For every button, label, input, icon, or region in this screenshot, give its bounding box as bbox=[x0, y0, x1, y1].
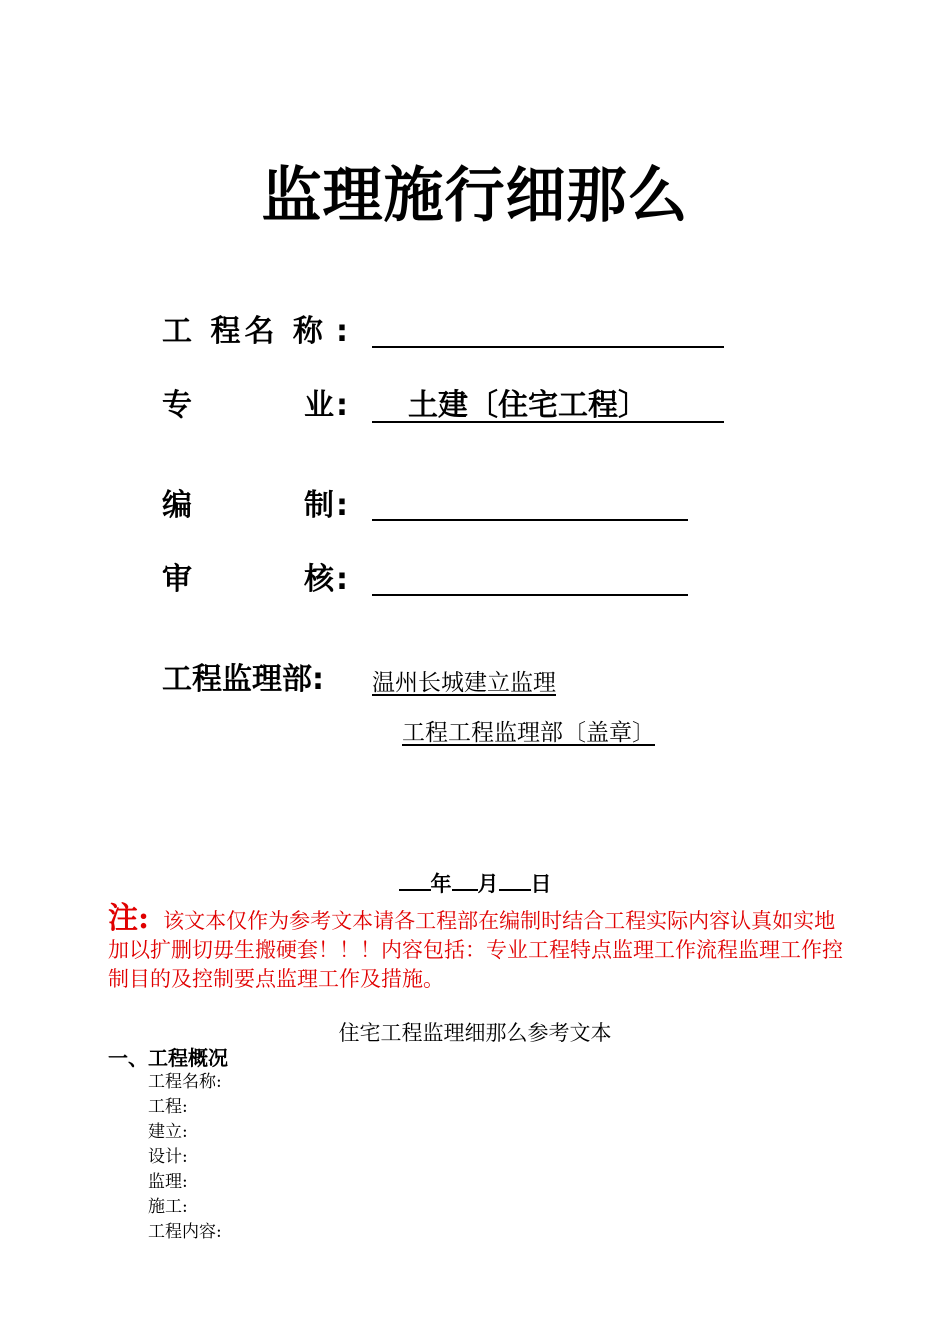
reviewer-colon: : bbox=[336, 562, 348, 597]
department-label: 工程监理部: bbox=[162, 662, 324, 697]
list-item: 设计: bbox=[148, 1147, 188, 1167]
compiler-label-left: 编 bbox=[162, 488, 192, 523]
year-blank bbox=[399, 889, 431, 891]
note-text: 该文本仅作为参考文本请各工程部在编制时结合工程实际内容认真如实地加以扩删切毋生搬硬套！！！内容包括：专业工程特点监理工作流程监理工作控制目的及控制要点监理工作及措施。 bbox=[108, 909, 843, 991]
department-line-2: 工程工程监理部〔盖章〕 bbox=[402, 720, 655, 746]
project-name-label: 工 程名 称 bbox=[162, 314, 327, 349]
specialty-colon: : bbox=[336, 388, 348, 423]
list-item: 工程: bbox=[148, 1097, 188, 1117]
section-heading: 一、工程概况 bbox=[108, 1046, 228, 1070]
specialty-value: 土建〔住宅工程〕 bbox=[408, 388, 648, 423]
reviewer-blank bbox=[372, 594, 688, 596]
month-blank bbox=[452, 889, 478, 891]
compiler-colon: : bbox=[336, 488, 348, 523]
compiler-label-right: 制 bbox=[304, 488, 334, 523]
month-label: 月 bbox=[477, 872, 499, 896]
specialty-label-right: 业 bbox=[304, 388, 334, 423]
list-item: 工程名称: bbox=[148, 1072, 222, 1092]
list-item: 工程内容: bbox=[148, 1222, 222, 1242]
note-mark: 注: bbox=[108, 901, 150, 936]
year-label: 年 bbox=[430, 872, 452, 896]
day-label: 日 bbox=[530, 872, 552, 896]
date-line bbox=[0, 870, 950, 898]
project-name-colon: : bbox=[336, 314, 348, 349]
compiler-blank bbox=[372, 519, 688, 521]
project-info-list bbox=[148, 1070, 222, 1245]
note-paragraph bbox=[108, 901, 848, 994]
list-item: 建立: bbox=[148, 1122, 188, 1142]
list-item: 监理: bbox=[148, 1172, 188, 1192]
reviewer-label-left: 审 bbox=[162, 562, 192, 597]
reviewer-label-right: 核 bbox=[304, 562, 334, 597]
document-title: 监理施行细那么 bbox=[261, 161, 689, 231]
reference-subtitle: 住宅工程监理细那么参考文本 bbox=[338, 1021, 612, 1045]
specialty-label-left: 专 bbox=[162, 388, 192, 423]
list-item: 施工: bbox=[148, 1197, 188, 1217]
specialty-underline bbox=[372, 421, 724, 423]
department-line-1: 温州长城建立监理 bbox=[372, 670, 556, 696]
project-name-blank bbox=[372, 346, 724, 348]
day-blank bbox=[499, 889, 531, 891]
